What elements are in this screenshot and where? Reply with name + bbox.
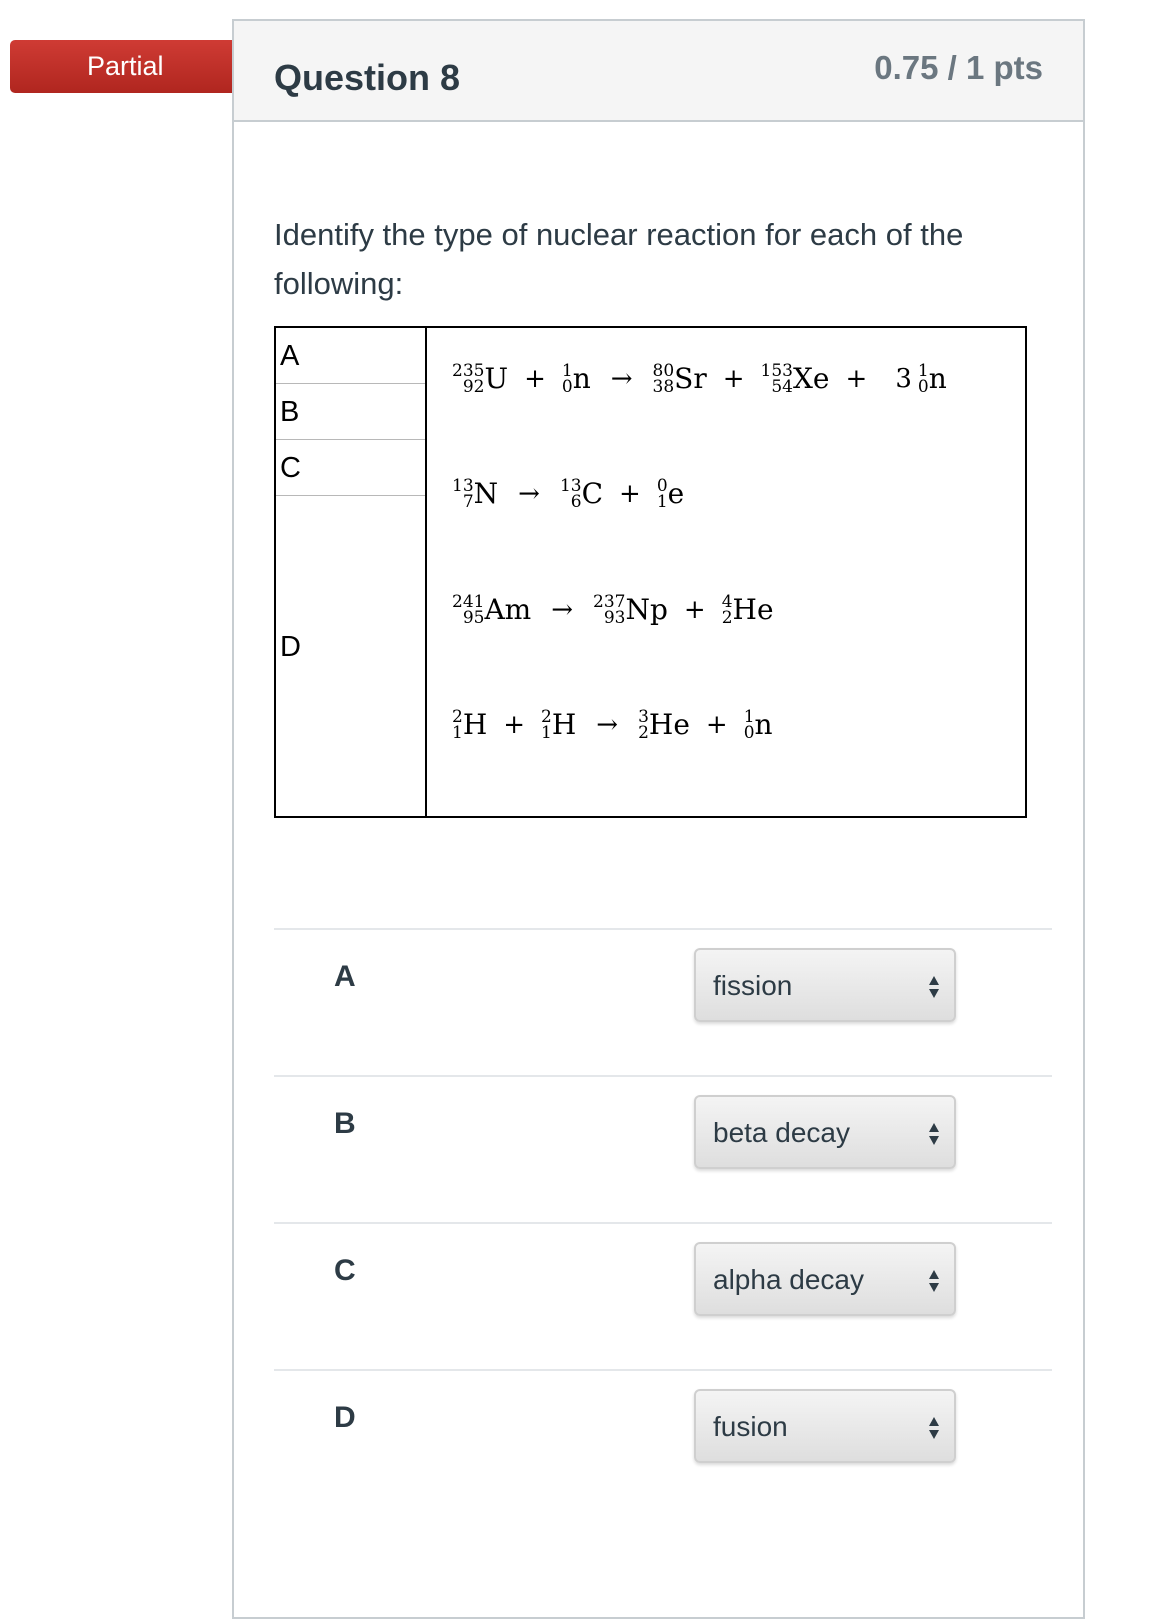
answer-label: D	[334, 1401, 356, 1434]
element-symbol: U	[484, 362, 509, 395]
mass-number: 3	[638, 706, 649, 727]
divider	[276, 439, 425, 440]
element-symbol: Xe	[793, 362, 830, 395]
atomic-number: 7	[462, 491, 474, 512]
atomic-number: 2	[721, 607, 733, 628]
answer-label: C	[334, 1254, 356, 1287]
answer-label: A	[334, 960, 356, 993]
answer-row-a	[274, 928, 1052, 1081]
reaction-label-b: B	[280, 396, 300, 428]
atomic-number: 1	[656, 491, 668, 512]
answer-select-c[interactable]	[694, 1242, 956, 1316]
nuclide	[562, 362, 591, 395]
divider	[276, 383, 425, 384]
reaction-arrow: →	[518, 478, 540, 509]
atomic-number: 1	[452, 722, 463, 743]
reaction-label-d: D	[280, 631, 301, 663]
plus-sign: +	[722, 363, 745, 394]
reaction-arrow: →	[610, 363, 633, 394]
question-prompt: Identify the type of nuclear reaction for each of the following:	[274, 217, 964, 301]
atomic-number: 95	[462, 607, 485, 628]
selected-value: fission	[713, 970, 793, 1001]
answer-select-d[interactable]	[694, 1389, 956, 1463]
reaction-arrow: →	[596, 709, 619, 740]
nuclide	[744, 708, 773, 741]
nuclide	[560, 477, 603, 510]
mass-number: 2	[541, 706, 552, 727]
nuclide	[918, 362, 947, 395]
status-label: Partial	[87, 51, 164, 81]
plus-sign: +	[845, 363, 868, 394]
up-down-caret-icon	[928, 1415, 940, 1441]
atomic-number: 1	[541, 722, 552, 743]
divider	[276, 495, 425, 496]
element-symbol: C	[581, 477, 604, 510]
nuclide	[657, 477, 684, 510]
nuclide	[722, 593, 774, 626]
mass-number: 241	[452, 591, 485, 612]
nuclide	[452, 362, 508, 395]
atomic-number: 92	[462, 376, 485, 397]
status-flag	[10, 40, 245, 93]
element-symbol: H	[551, 708, 577, 741]
element-symbol: Am	[484, 593, 532, 626]
plus-sign: +	[503, 709, 526, 740]
element-symbol: n	[754, 708, 773, 741]
element-symbol: He	[732, 593, 774, 626]
equation-b	[450, 477, 686, 510]
mass-number: 13	[559, 475, 582, 496]
atomic-number: 38	[652, 376, 675, 397]
nuclide	[541, 708, 576, 741]
question-card	[232, 19, 1085, 1619]
reaction-equations-column	[427, 328, 1025, 816]
atomic-number: 6	[570, 491, 582, 512]
selected-value: alpha decay	[713, 1264, 865, 1295]
reaction-label-a: A	[280, 340, 300, 372]
atomic-number: 0	[743, 722, 755, 743]
answer-select-b[interactable]	[694, 1095, 956, 1169]
element-symbol: Sr	[674, 362, 707, 395]
selected-value: beta decay	[713, 1117, 850, 1148]
element-symbol: N	[473, 477, 499, 510]
nuclide	[653, 362, 707, 395]
question-header	[234, 21, 1083, 122]
reaction-label-c: C	[280, 452, 301, 484]
plus-sign: +	[705, 709, 728, 740]
nuclide	[452, 593, 531, 626]
mass-number: 13	[452, 475, 474, 496]
mass-number: 0	[656, 475, 668, 496]
element-symbol: He	[648, 708, 690, 741]
up-down-caret-icon	[928, 1121, 940, 1147]
element-symbol: e	[667, 477, 685, 510]
plus-sign: +	[683, 594, 706, 625]
selected-value: fusion	[713, 1411, 788, 1442]
up-down-caret-icon	[928, 974, 940, 1000]
equation-d	[450, 708, 775, 741]
answer-select-a[interactable]	[694, 948, 956, 1022]
mass-number: 4	[721, 591, 733, 612]
atomic-number: 2	[638, 722, 649, 743]
plus-sign: +	[524, 363, 546, 394]
mass-number: 1	[561, 360, 573, 381]
equation-a	[450, 362, 949, 395]
answer-row-b	[274, 1075, 1052, 1228]
atomic-number: 54	[771, 376, 793, 397]
nuclide	[452, 477, 498, 510]
nuclide	[452, 708, 487, 741]
reaction-arrow: →	[551, 594, 574, 625]
question-title: Question 8	[274, 57, 461, 98]
element-symbol: n	[572, 362, 591, 395]
element-symbol: n	[928, 362, 947, 395]
mass-number: 237	[593, 591, 626, 612]
mass-number: 235	[452, 360, 485, 381]
element-symbol: Np	[625, 593, 668, 626]
reaction-table	[274, 326, 1027, 818]
element-symbol: H	[462, 708, 488, 741]
atomic-number: 0	[561, 376, 573, 397]
answer-row-c	[274, 1222, 1052, 1375]
reaction-labels-column	[276, 328, 427, 816]
answer-label: B	[334, 1107, 356, 1140]
question-points: 0.75 / 1 pts	[874, 49, 1043, 86]
mass-number: 153	[760, 360, 793, 381]
equation-c	[450, 593, 776, 626]
up-down-caret-icon	[928, 1268, 940, 1294]
plus-sign: +	[619, 478, 641, 509]
mass-number: 2	[452, 706, 463, 727]
answer-row-d	[274, 1369, 1052, 1522]
mass-number: 1	[917, 360, 929, 381]
mass-number: 80	[652, 360, 675, 381]
atomic-number: 0	[917, 376, 929, 397]
nuclide	[761, 362, 830, 395]
nuclide	[593, 593, 668, 626]
nuclide	[638, 708, 690, 741]
mass-number: 1	[743, 706, 755, 727]
atomic-number: 93	[603, 607, 626, 628]
coefficient: 3	[895, 363, 912, 394]
